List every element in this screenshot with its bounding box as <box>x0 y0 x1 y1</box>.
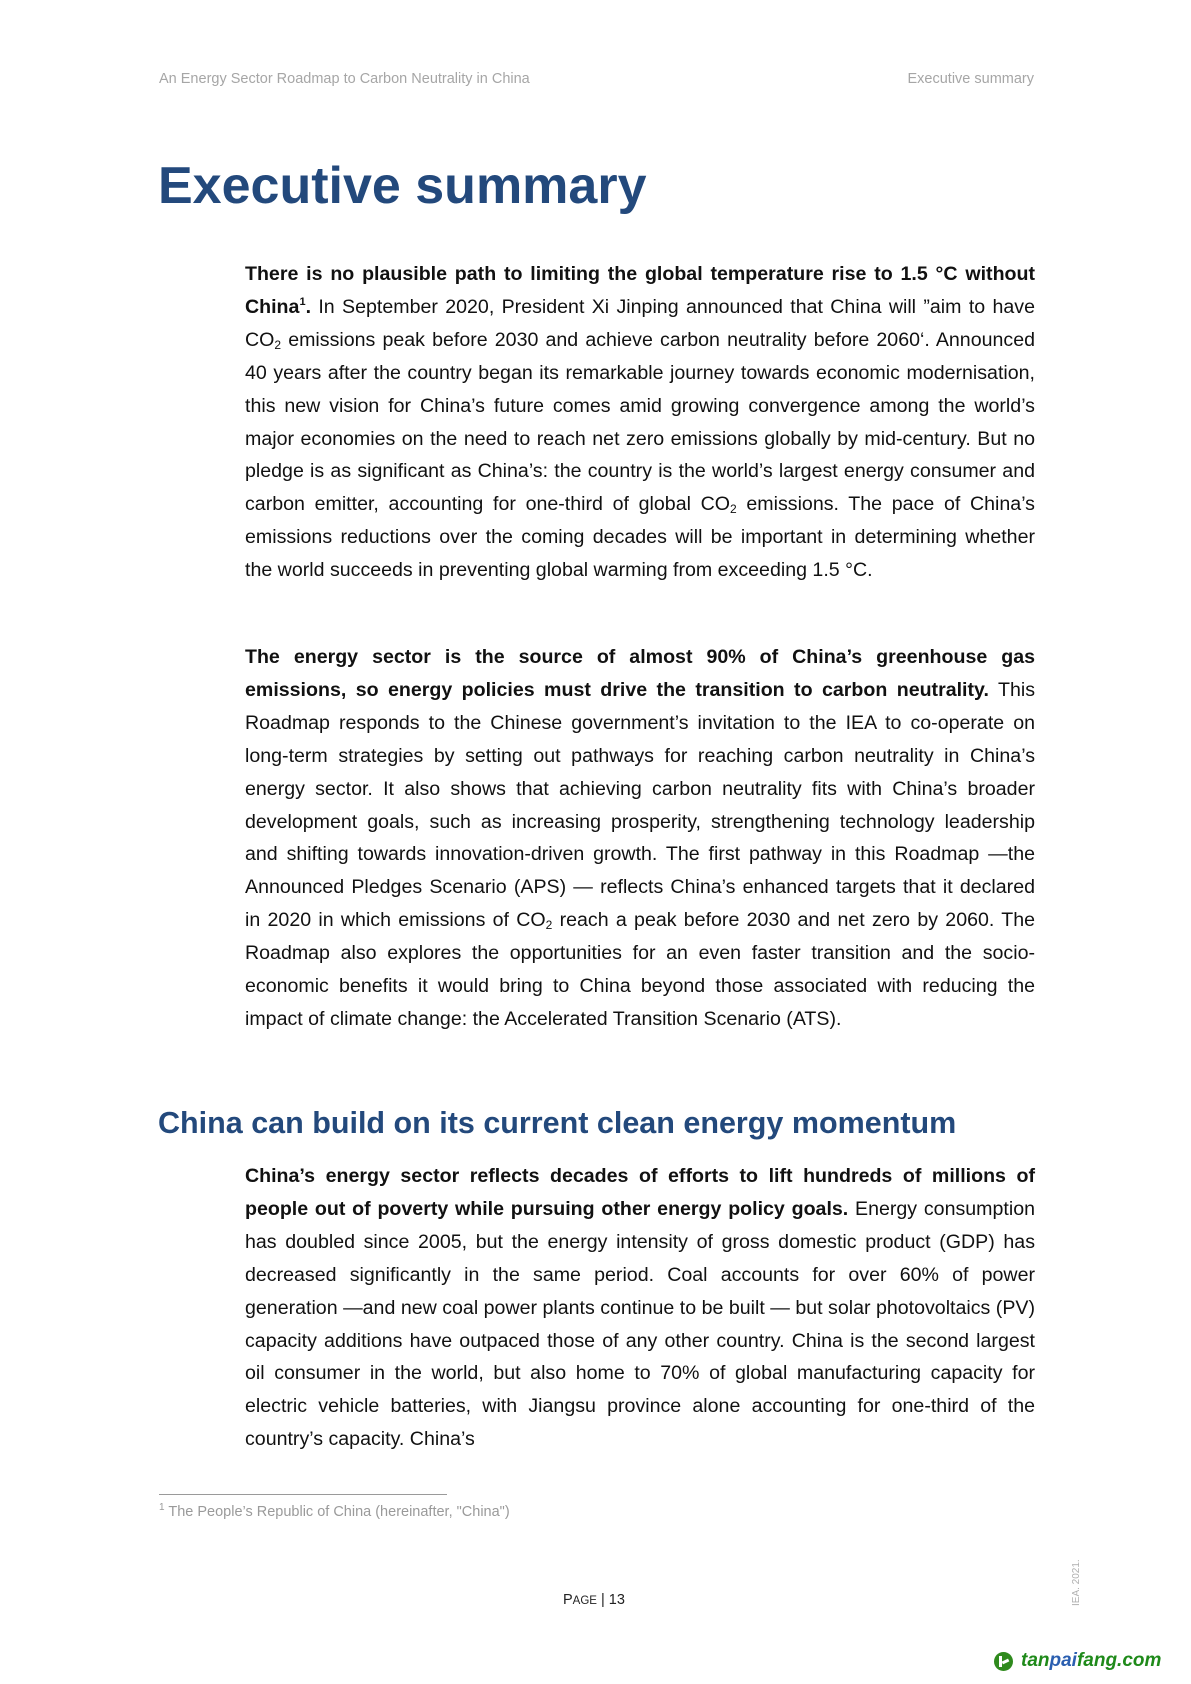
section-heading: China can build on its current clean energy momentum <box>158 1106 957 1140</box>
paragraph-1: There is no plausible path to limiting the global temperature rise to 1.5 °C without China$^1$. In September 2020, President Xi Jinping announced that China will ”aim to have $CO_2$ emissions peak before 2030 and achieve carbon neutrality before 2060‘. Announced 40 years after the country began its remarkable journey towards economic modernisation, this new vision for China’s future comes amid growing convergence among the world’s major economies on the need to reach net zero emissions globally by mid-century. But no pledge is as significant as China’s: the country is the world’s largest energy consumer and carbon emitter, accounting for one-third of global $CO_2$ emissions. The pace of China’s emissions reductions over the coming decades will be important in determining whether the world succeeds in preventing global warming from exceeding 1.5 °C. <box>245 263 1035 582</box>
watermark: tanpaifang.com <box>994 1650 1161 1672</box>
paragraph-2: The energy sector is the source of almost 90% of China’s greenhouse gas emissions, so energy policies must drive the transition to carbon neutrality. This Roadmap responds to the Chinese government’s invitation to the IEA to co-operate on long-term strategies by setting out pathways for reaching carbon neutrality in China’s energy sector. It also shows that achieving carbon neutrality fits with China’s broader development goals, such as increasing prosperity, strengthening technology leadership and shifting towards innovation-driven growth. The first pathway in this Roadmap —the Announced Pledges Scenario (APS) — reflects China’s enhanced targets that it declared in 2020 in which emissions of $CO_2$ reach a peak before 2030 and net zero by 2060. The Roadmap also explores the opportunities for an even faster transition and the socio-economic benefits it would bring to China beyond those associated with reducing the impact of climate change: the Accelerated Transition Scenario (ATS). <box>245 646 1036 1030</box>
paragraph-2-lead: The energy sector is the source of almost 90% of China’s greenhouse gas emissions, so energy policies must drive the transition to carbon neutrality. <box>245 646 1035 701</box>
tanpaifang-logo-icon <box>994 1652 1013 1671</box>
footnote-divider <box>159 1494 447 1495</box>
running-header <box>159 71 1034 91</box>
footnote-marker: 1 <box>159 1502 165 1513</box>
paragraph-3-lead: China’s energy sector reflects decades of efforts to lift hundreds of millions of people out of poverty while pursuing other energy policy goals. <box>245 1165 1035 1220</box>
copyright-notice: IEA. 2021. <box>1071 1559 1082 1606</box>
header-section-title: Executive summary <box>907 71 1034 87</box>
footnote-ref-1[interactable]: 1 <box>299 295 306 308</box>
footnote <box>159 1504 510 1520</box>
header-document-title: An Energy Sector Roadmap to Carbon Neutrality in China <box>159 71 530 87</box>
page-title: Executive summary <box>158 157 647 215</box>
paragraph-1-lead: There is no plausible path to limiting the global temperature rise to 1.5 °C without China$^1$. <box>245 263 1035 318</box>
page-number: PAGE | 13 <box>563 1592 625 1608</box>
footnote-text: The People’s Republic of China (hereinafter, "China") <box>168 1504 510 1520</box>
paragraph-3: China’s energy sector reflects decades of efforts to lift hundreds of millions of people out of poverty while pursuing other energy policy goals. Energy consumption has doubled since 2005, but the energy intensity of gross domestic product (GDP) has decreased significantly in the same period. Coal accounts for over 60% of power generation —and new coal power plants continue to be built — but solar photovoltaics (PV) capacity additions have outpaced those of any other country. China is the second largest oil consumer in the world, but also home to 70% of global manufacturing capacity for electric vehicle batteries, with Jiangsu province alone accounting for one-third of the country’s capacity. China’s <box>245 1165 1035 1451</box>
